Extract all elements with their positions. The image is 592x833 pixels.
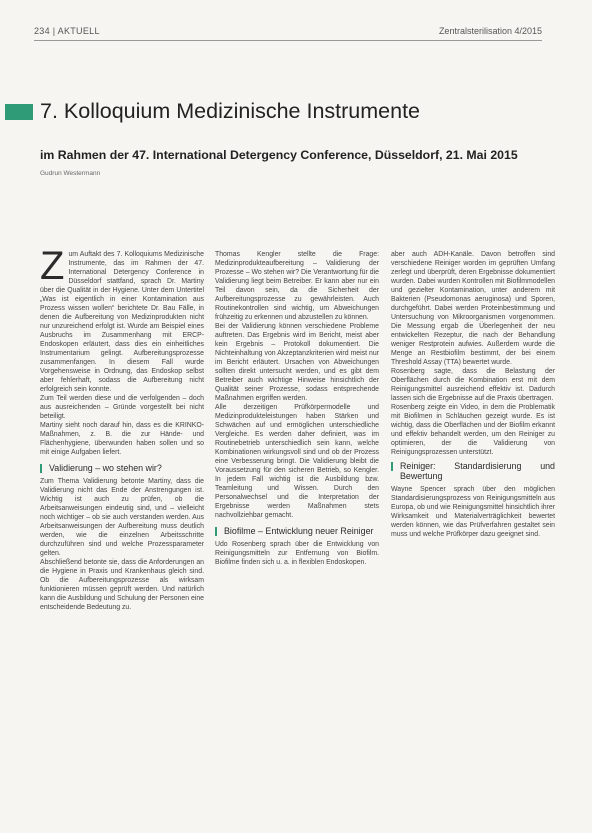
column-3 — [391, 250, 555, 539]
article-author: Gudrun Westermann — [40, 170, 101, 177]
header-rule — [34, 40, 542, 41]
paragraph: Zum Teil werden diese und die verfolgenden – doch aus ausreichenden – Gründe vorgestellt bei nicht beteiligt. — [40, 395, 204, 420]
section-heading-reiniger: Reiniger: Standardisierung und Bewertung — [391, 461, 555, 481]
paragraph: Wayne Spencer sprach über den möglichen Standardisierungsprozess von Reinigungsmitteln aus Europa, ob und wie Reinigungsmittel hinsichtlich ihrer Wirksamkeit und Materialverträglichkeit bewertet werden können, wie das Prüfverfahren gestaltet sein muss und welche Prüfkörper dazu geeignet sind. — [391, 486, 555, 538]
paragraph: Bei der Validierung können verschiedene Probleme auftreten. Das Ergebnis wird im Bericht, meist aber kein Ergebnis – Protokoll dokumentiert. Die Nichteinhaltung von Akzeptanzkriterien wird meist nur im Bericht erläutert. Ursachen von Abweichungen sollten direkt untersucht werden, und es gibt dem Betreiber auch wichtige Hinweise hinsichtlich der Qualität seiner Prozesse, sodass entsprechende Maßnahmen ergriffen werden. — [215, 323, 379, 402]
section-heading-biofilme: Biofilme – Entwicklung neuer Reiniger — [215, 526, 379, 536]
intro-paragraph — [40, 244, 204, 394]
paragraph: aber auch ADH-Kanäle. Davon betroffen sind verschiedene Reiniger worden im geprüften Umfang zerlegt und überprüft, deren Ergebnisse dokumentiert wurden. Dabei wurden Kontrollen mit Biofilmmodellen und gezielter Kontamination, unter anderem mit Bakterien (Pseudomonas aeruginosa) und Sporen, durchgeführt. Dabei werden Proteinbestimmung und Untersuchung von Mikroorganismen vorgenommen. Die Messung ergab die Überlegenheit der neu entwickelten Rezeptur, die nach der Behandlung weniger Restprotein aufwies. Außerdem wurde die Menge an Restbiofilm bestimmt, der bei einem Threshold Assay (TTA) bewertet wurde. — [391, 251, 555, 366]
article-title: 7. Kolloquium Medizinische Instrumente — [40, 99, 421, 123]
column-2 — [215, 250, 379, 567]
column-1 — [40, 244, 204, 612]
paragraph: Udo Rosenberg sprach über die Entwicklung von Reinigungsmitteln zur Entfernung von Biofilm. Biofilme finden sich u. a. in flexiblen Endoskopen. — [215, 541, 379, 566]
paragraph: Rosenberg sagte, dass die Belastung der Oberflächen durch die Kombination erst mit dem Reinigungsmittel ausreichend effektiv ist. Dadurch lassen sich die Ergebnisse auf die Praxis übertragen. — [391, 368, 555, 402]
section-heading-validierung: Validierung – wo stehen wir? — [40, 463, 204, 473]
paragraph: Thomas Kengler stellte die Frage: Medizinprodukteaufbereitung – Validierung der Prozesse – Wo stehen wir? Die Verantwortung für die Validierung liegt beim Betreiber. Er kann aber nur ein Teil davon sein, da die Sicherheit der Aufbereitungsprozesse zu gewährleisten. Auch Routinekontrollen sind wichtig, um Abweichungen frühzeitig zu erkennen und abzustellen zu können. — [215, 251, 379, 321]
dropcap-letter: Z — [40, 244, 65, 288]
intro-text: um Auftakt des 7. Kolloquiums Medizinische Instrumente, das im Rahmen der 47. International Detergency Conference in Düsseldorf stattfand, sprach Dr. Martiny über die Qualität in der Hygiene. Unter dem Untertitel „Was ist eigentlich in einer Kontamination aus Prozess wissen wollen“ berichtete Dr. Bau Fälle, in denen die Aufbereitung von Medizinprodukten nicht nur unzureichend erfolgt ist. Wurde am Beispiel eines Ausbruchs im Zusammenhang mit ERCP-Endoskopen erläutert, dass dies ein einheitliches Instrumentarium gelingt. Aufbereitungsprozesse zusammenfangen. In diesem Fall wurde Vorgehensweise in Ordnung, das Endoskop selbst aber fehlerhaft, sodass die Aufbereitung nicht erfolgreich sein konnte. — [40, 251, 204, 393]
paragraph: Rosenberg zeigte ein Video, in dem die Problematik mit Biofilmen in Schläuchen gezeigt wurde. Es ist wichtig, dass die Oberflächen und der Biofilm erkannt und effektiv behandelt werden, um den Reiniger zu optimieren, der die Validierung von Reinigungsprozessen unterstützt. — [391, 404, 555, 456]
paragraph: Alle derzeitigen Prüfkörpermodelle und Medizinprodukteleistungen haben Stärken und Schwächen auf und ermöglichen unterschiedliche Vergleiche. Es werden daher definiert, was im Routinebetrieb unterschiedlich sein kann, welche Kombinationen wirkungsvoll sind und ob der Prozess eine Verbesserung bringt. Die Validierung bleibt die Voraussetzung für den sicheren Betrieb, so Kengler. In jedem Fall wichtig ist die Ausbildung bzw. Teamleitung und Wissen. Durch den Personalwechsel und die Interpretation der Ergebnisse werden Maßnahmen stets nachvollziehbar gemacht. — [215, 404, 379, 519]
paragraph: Martiny sieht noch darauf hin, dass es die KRINKO-Maßnahmen, z. B. die zur Hände- und Flächenhygiene, überwunden haben sollen und so mit einige Aufgaben liefert. — [40, 422, 204, 456]
article-subtitle: im Rahmen der 47. International Detergency Conference, Düsseldorf, 21. Mai 2015 — [40, 148, 518, 162]
title-accent-bar — [5, 104, 33, 120]
page-header — [0, 0, 592, 40]
paragraph: Abschließend betonte sie, dass die Anforderungen an die Hygiene in Praxis und Krankenhaus gleich sind. Ob die Aufbereitungsprozesse als wirksam funktionieren müssen geprüft werden. Und natürlich kann die Ausbildung und Schulung der Personen eine entscheidende Bedeutung zu. — [40, 559, 204, 611]
paragraph: Zum Thema Validierung betonte Martiny, dass die Validierung nicht das Ende der Anstrengungen ist. Wichtig ist auch zu prüfen, ob die Arbeitsanweisungen eindeutig sind, und – vielleicht noch wichtiger – ob sie auch verstanden werden. Aus Arbeitsanweisungen der Aufbereitung muss deutlich werden, wie die einzelnen Arbeitsschritte durchzuführen sind und welche Prozessparameter gelten. — [40, 478, 204, 557]
journal-title: Zentralsterilisation 4/2015 — [438, 26, 542, 36]
page-number: 234 | AKTUELL — [34, 26, 100, 36]
